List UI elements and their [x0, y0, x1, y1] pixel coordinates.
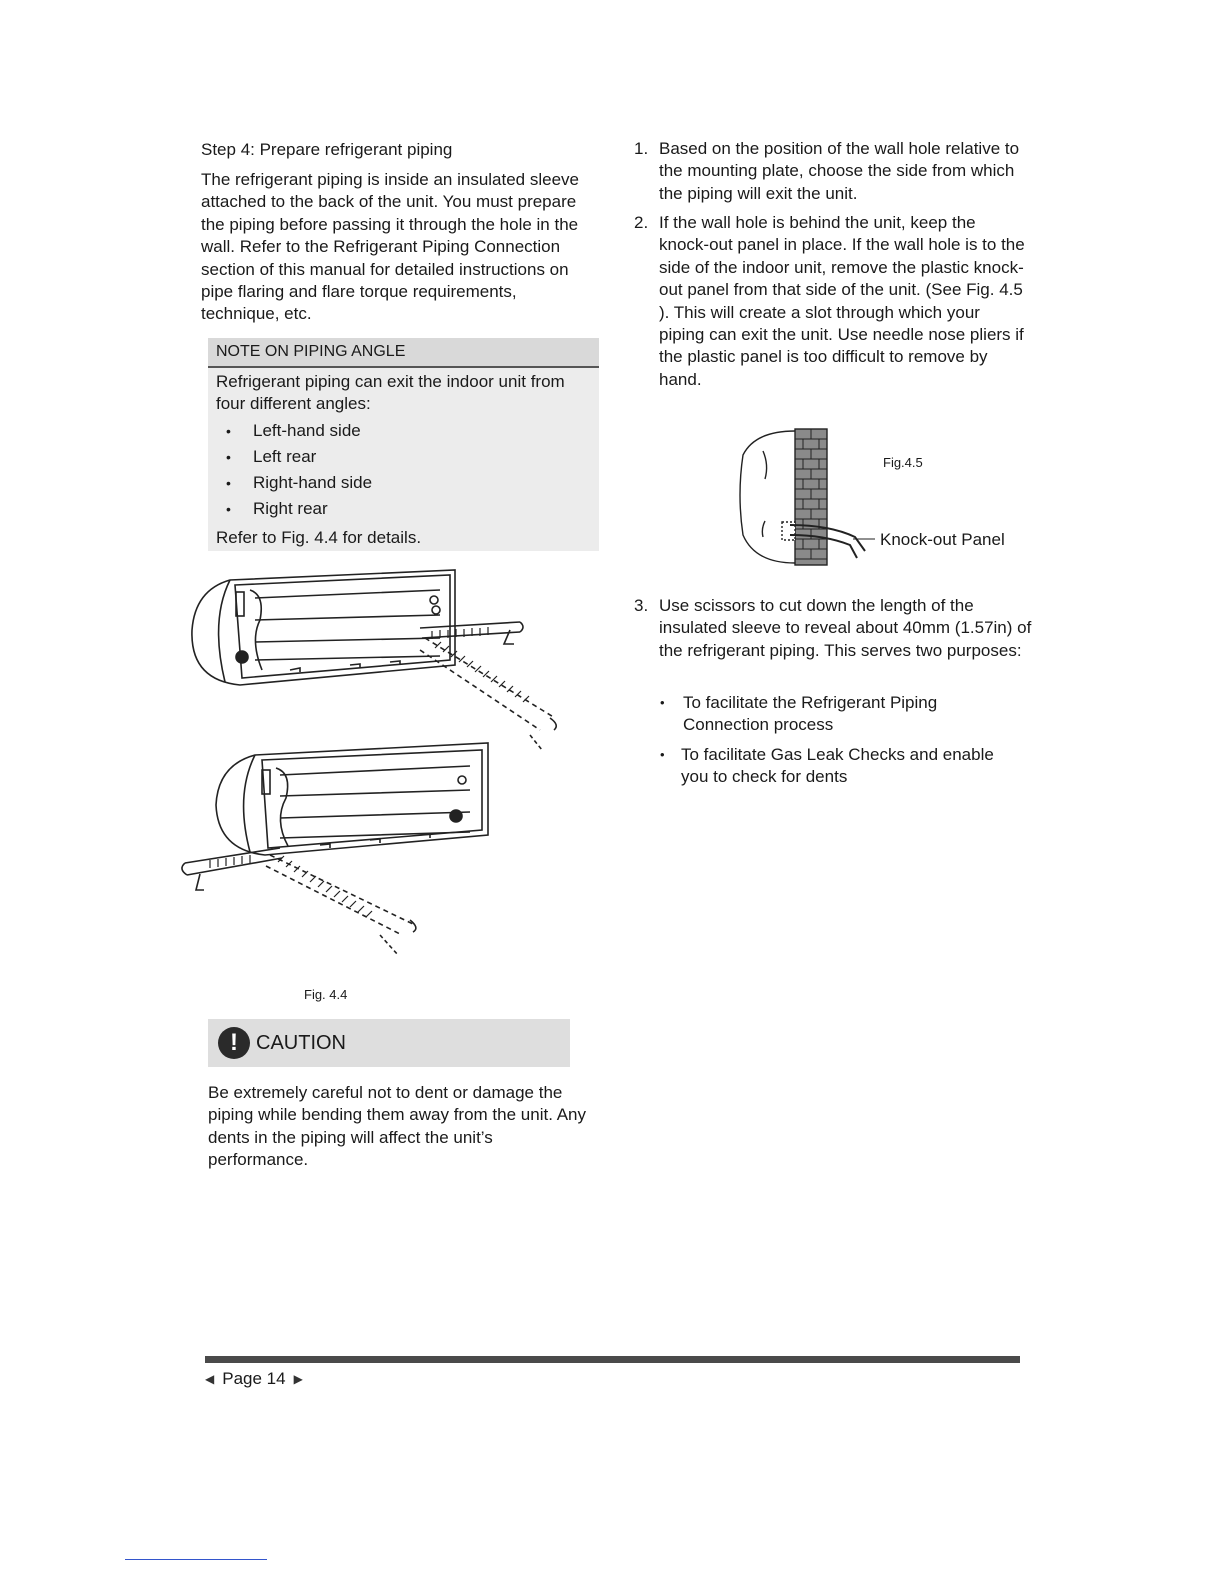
exclamation-icon: ! — [218, 1027, 250, 1059]
intro-paragraph: The refrigerant piping is inside an insulated sleeve attached to the back of the unit. You must prepare the piping before passing it through the hole in the wall. Refer to the Refrigerant Piping Connection section of this manual for detailed instructions on pipe flaring and flare torque requirements, technique, etc. — [201, 170, 580, 324]
fig-4-5-illustration — [735, 425, 875, 570]
step-text: If the wall hole is behind the unit, keep the knock-out panel in place. If the wall hole is to the side of the indoor unit, remove the plastic knock-out panel from that side of the unit. (See Fig. 4.5 ). This will create a slot through which your piping can exit the unit. Use needle nose pliers if the plastic panel is too difficult to remove by hand. — [659, 213, 1025, 389]
note-header — [208, 338, 599, 368]
caution-box — [208, 1019, 570, 1067]
note-refer: Refer to Fig. 4.4 for details. — [216, 528, 422, 547]
fig-4-4-illustration — [170, 560, 570, 970]
note-body: Refrigerant piping can exit the indoor unit from four different angles: — [216, 372, 565, 414]
note-title: NOTE ON PIPING ANGLE — [216, 343, 406, 360]
triangle-left-icon[interactable]: ◀ — [205, 1372, 215, 1386]
bullet-dot: • — [660, 747, 665, 762]
list-item: • Right-hand side — [226, 470, 372, 496]
link-underline — [125, 1559, 267, 1560]
list-item: • Left-hand side — [226, 418, 372, 444]
angle-list — [226, 418, 372, 522]
list-item: • Right rear — [226, 496, 372, 522]
footer-rule — [205, 1356, 1020, 1363]
page-nav — [205, 1368, 303, 1390]
step-text: Use scissors to cut down the length of the insulated sleeve to reveal about 40mm (1.57in) of the refrigerant piping. This serves two purposes: — [659, 596, 1032, 660]
caution-title: CAUTION — [256, 1032, 346, 1054]
step-number: 3. — [634, 596, 649, 615]
caution-text: Be extremely careful not to dent or damage the piping while bending them away from the unit. Any dents in the piping will affect the unit’s performance. — [208, 1083, 587, 1170]
list-item: • Left rear — [226, 444, 372, 470]
step-title: Step 4: Prepare refrigerant piping — [201, 140, 453, 159]
step-text: Based on the position of the wall hole relative to the mounting plate, choose the side from which the piping will exit the unit. — [659, 139, 1020, 203]
list-item: To facilitate the Refrigerant Piping Connection process — [683, 693, 938, 735]
bullet-dot: • — [660, 695, 665, 710]
step-number: 2. — [634, 213, 649, 232]
fig-4-5-caption: Fig.4.5 — [883, 455, 923, 470]
knock-out-panel-label: Knock-out Panel — [880, 530, 1005, 549]
fig-4-4-caption: Fig. 4.4 — [304, 987, 348, 1002]
step-number: 1. — [634, 139, 649, 158]
triangle-right-icon[interactable]: ▶ — [293, 1372, 303, 1386]
page-number: Page 14 — [222, 1369, 286, 1388]
note-box — [208, 338, 599, 551]
list-item: To facilitate Gas Leak Checks and enable you to check for dents — [681, 745, 994, 787]
